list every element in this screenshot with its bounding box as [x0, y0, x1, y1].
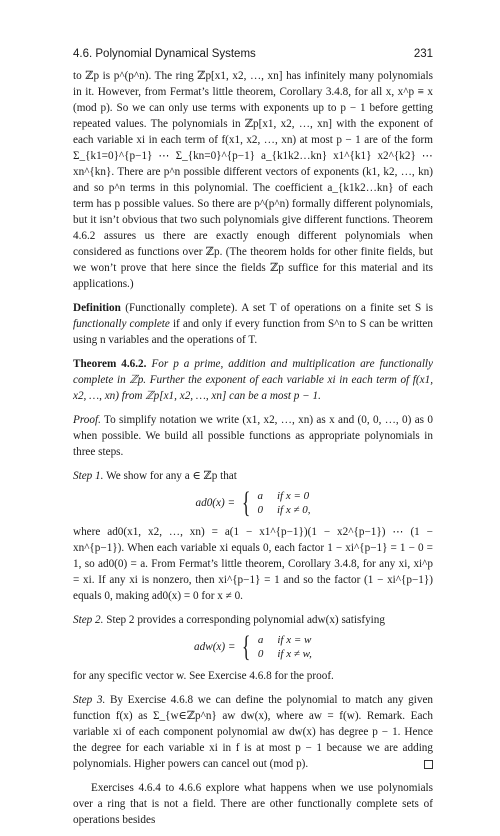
step1-intro-text: We show for any a ∈ ℤp that [106, 470, 237, 482]
qed-square-icon [424, 760, 433, 769]
step1-lhs: ad0(x) = [195, 497, 236, 509]
left-brace-icon: { [242, 630, 251, 663]
step3-text: By Exercise 4.6.8 we can define the polynomial to match any given function f(x) as Σ_{w∈ℤp^n} aw dw(x), where aw = f(w). Remark. Each variable xi of each component polynomial aw dw(x) has degree p − 1. Hence the degree for each variable xi in f is at most p − 1 because we are adding polynomials. Higher powers can cancel out (mod p). [73, 694, 434, 770]
step1-case1-value: a [257, 490, 263, 502]
definition-name: (Functionally complete). [125, 302, 238, 314]
step2-intro [73, 612, 433, 628]
step1-case2-condition: if x ≠ 0, [276, 504, 311, 516]
step2-lhs: adw(x) = [194, 641, 236, 653]
theorem-block [73, 356, 433, 404]
closing-paragraph: Exercises 4.6.4 to 4.6.6 explore what happens when we use polynomials over a ring that is not a field. There are other functionally complete sets of operations besides [73, 782, 433, 826]
definition-text-before: A set T of operations on a finite set S is [241, 302, 434, 314]
step2-label: Step 2. [73, 614, 104, 626]
definition-label: Definition [73, 302, 121, 314]
step1-text: where ad0(x1, x2, …, xn) = a(1 − x1^{p−1})(1 − x2^{p−1}) ⋯ (1 − xn^{p−1}). When each variable xi equals 0, each factor 1 − xi^{p−1} = 1 − 0 = 1, so ad0(0) = a. From Fermat’s little theorem, Corollary 3.4.8, for any xi, xi^p = xi. If any xi is nonzero, then xi^{p−1} = 1 and so the factor (1 − xi^{p−1}) equals 0, making ad0(x) = 0 for x ≠ 0. [73, 526, 433, 602]
step3-block [73, 692, 433, 772]
page-number: 231 [413, 48, 433, 60]
step2-text: for any specific vector w. See Exercise 4.6.8 for the proof. [73, 670, 334, 682]
step2-cases [73, 632, 433, 662]
step2-case1-condition: if x = w [277, 634, 312, 646]
left-brace-icon: { [241, 486, 251, 519]
definition-block [73, 300, 433, 348]
step1-intro [73, 468, 433, 484]
page-body [73, 68, 433, 836]
running-header [73, 46, 433, 62]
step2-case2-condition: if x ≠ w, [277, 648, 312, 660]
step2-intro-text: Step 2 provides a corresponding polynomial adw(x) satisfying [106, 614, 385, 626]
intro-paragraph: to ℤp is p^(p^n). The ring ℤp[x1, x2, …, xn] has infinitely many polynomials in it. However, from Fermat’s little theorem, Corollary 3.4.8, for all x, x^p ≡ x (mod p). So we can only use terms with exponents up to p − 1 before getting repeated values. The polynomials in ℤp[x1, x2, …, xn] with the exponent of each variable xi in each term of f(x1, x2, …, xn) at most p − 1 are of the form Σ_{k1=0}^{p−1} ⋯ Σ_{kn=0}^{p−1} a_{k1k2…kn} x1^{k1} x2^{k2} ⋯ xn^{kn}. There are p^n possible different vectors of exponents (k1, k2, …, kn) and so p^n terms in this polynomial. The coefficient a_{k1k2…kn} of each term has p possible values. So there are p^(p^n) formally different polynomials, but it isn’t obvious that two such polynomials give different functions. Theorem 4.6.2 assures us there are exactly enough different polynomials when considered as functions over ℤp. (The theorem holds for other finite fields, but we won’t prove that here since the fields ℤp suffice for this material and its applications.) [73, 70, 433, 290]
step2-case2-value: 0 [257, 648, 264, 660]
step1-case2-value: 0 [257, 504, 263, 516]
step3-label: Step 3. [73, 694, 106, 706]
proof-intro-text: To simplify notation we write (x1, x2, …, xn) as x and (0, 0, …, 0) as 0 when possible. We build all possible functions as appropriate polynomials in three steps. [73, 414, 433, 458]
step1-case1-condition: if x = 0 [276, 490, 310, 502]
proof-label: Proof. [73, 414, 101, 426]
step2-case1-value: a [257, 634, 264, 646]
section-title: 4.6. Polynomial Dynamical Systems [73, 48, 256, 60]
definition-term: functionally complete [73, 318, 170, 330]
step1-label: Step 1. [73, 470, 104, 482]
step1-cases [73, 488, 433, 518]
theorem-label: Theorem 4.6.2. [73, 358, 147, 370]
definition-text-after: if and only if every function from S^n to S can be written using n variables and the operations of T. [73, 318, 433, 346]
proof-intro [73, 412, 433, 460]
theorem-text: For p a prime, addition and multiplication are functionally complete in ℤp. Further the exponent of each variable xi in each term of f(x1, x2, …, xn) from ℤp[x1, x2, …, xn] can be a most p − 1. [73, 358, 434, 402]
